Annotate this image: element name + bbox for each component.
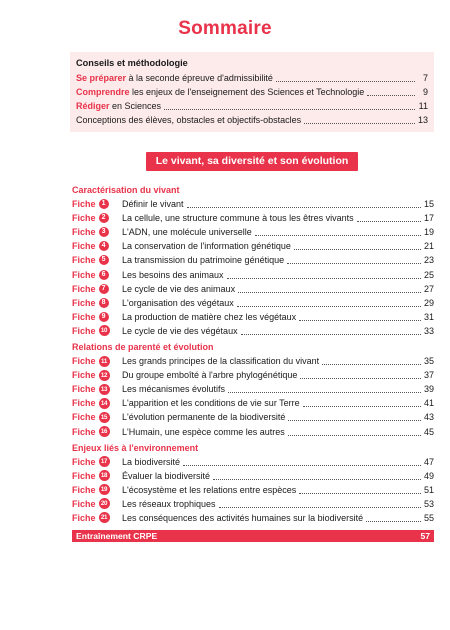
toc-entry[interactable]	[72, 424, 434, 438]
fiche-tag	[72, 211, 122, 225]
fiche-number-badge: 2	[99, 213, 109, 223]
page-number: 19	[423, 227, 434, 238]
toc-entry[interactable]	[72, 310, 434, 324]
methodology-list	[76, 71, 428, 127]
methodology-item[interactable]	[76, 85, 428, 99]
fiche-word: Fiche	[72, 241, 96, 252]
page-number: 7	[422, 73, 428, 83]
page-number: 41	[423, 398, 434, 409]
fiche-title: L'ADN, une molécule universelle	[122, 227, 252, 238]
methodology-item[interactable]	[76, 113, 428, 127]
toc-entry[interactable]	[72, 511, 434, 525]
fiche-number-badge: 19	[99, 484, 110, 495]
dot-leader	[213, 478, 421, 480]
dot-leader	[255, 234, 421, 236]
toc-entry[interactable]	[72, 253, 434, 267]
fiche-tag	[72, 197, 122, 211]
fiche-word: Fiche	[72, 311, 96, 322]
page-number: 17	[423, 213, 434, 224]
fiche-word: Fiche	[72, 484, 96, 495]
fiche-title: Les réseaux trophiques	[122, 498, 216, 509]
page-number: 39	[423, 384, 434, 395]
fiche-tag	[72, 483, 122, 497]
methodology-text: Conceptions des élèves, obstacles et objectifs-obstacles	[76, 115, 302, 125]
dot-leader	[300, 377, 421, 379]
fiche-number-badge: 1	[99, 199, 109, 209]
fiche-tag	[72, 253, 122, 267]
section-heading: Relations de parenté et évolution	[72, 341, 214, 352]
fiche-word: Fiche	[72, 356, 96, 367]
fiche-tag	[72, 324, 122, 338]
fiche-number-badge: 16	[99, 426, 110, 437]
fiche-tag	[72, 511, 122, 525]
fiche-number-badge: 7	[99, 284, 109, 294]
page-number: 55	[423, 512, 434, 523]
fiche-word: Fiche	[72, 255, 96, 266]
fiche-number-badge: 4	[99, 241, 109, 251]
toc-entry[interactable]	[72, 211, 434, 225]
dot-leader	[299, 492, 421, 494]
training-label: Entraînement CRPE	[76, 531, 158, 541]
contents-sections	[72, 181, 434, 525]
methodology-item-label	[76, 113, 301, 127]
methodology-item-label	[76, 99, 161, 113]
section-heading: Enjeux liés à l'environnement	[72, 442, 199, 453]
fiche-title: L'apparition et les conditions de vie sur Terre	[122, 398, 300, 409]
methodology-item-label	[76, 85, 364, 99]
fiche-title: Les mécanismes évolutifs	[122, 384, 226, 395]
fiche-number-badge: 15	[99, 412, 110, 423]
dot-leader	[219, 506, 421, 508]
fiche-title: La transmission du patrimoine génétique	[122, 255, 285, 266]
methodology-box	[70, 52, 434, 132]
fiche-title: Le cycle de vie des animaux	[122, 283, 236, 294]
fiche-title: La biodiversité	[122, 456, 181, 467]
fiche-title: Évaluer la biodiversité	[122, 470, 211, 481]
fiche-title: L'Humain, une espèce comme les autres	[122, 426, 285, 437]
toc-entry[interactable]	[72, 239, 434, 253]
toc-entry[interactable]	[72, 396, 434, 410]
fiche-number-badge: 20	[99, 498, 110, 509]
dot-leader	[294, 248, 421, 250]
toc-entry[interactable]	[72, 410, 434, 424]
toc-entry[interactable]	[72, 455, 434, 469]
fiche-number-badge: 5	[99, 255, 109, 265]
fiche-number-badge: 21	[99, 512, 110, 523]
dot-leader	[241, 333, 421, 335]
fiche-tag	[72, 225, 122, 239]
fiche-number-badge: 14	[99, 398, 110, 409]
dot-leader	[288, 419, 421, 421]
dot-leader	[228, 391, 421, 393]
toc-entry[interactable]	[72, 469, 434, 483]
toc-entry[interactable]	[72, 382, 434, 396]
toc-entry[interactable]	[72, 497, 434, 511]
page-number: 11	[418, 101, 428, 111]
methodology-text: en Sciences	[109, 101, 162, 111]
fiche-tag	[72, 455, 122, 469]
fiche-number-badge: 6	[99, 270, 109, 280]
training-page: 57	[420, 531, 430, 541]
fiche-title: L'organisation des végétaux	[122, 297, 234, 308]
dot-leader	[183, 464, 421, 466]
fiche-tag	[72, 310, 122, 324]
fiche-tag	[72, 425, 122, 439]
dot-leader	[288, 434, 421, 436]
page-number: 33	[423, 325, 434, 336]
page-number: 23	[423, 255, 434, 266]
toc-entry[interactable]	[72, 483, 434, 497]
dot-leader	[238, 291, 421, 293]
methodology-text: les enjeux de l'enseignement des Sciences et Technologie	[129, 87, 365, 97]
fiche-tag	[72, 396, 122, 410]
dot-leader	[366, 520, 421, 522]
fiche-tag	[72, 354, 122, 368]
fiche-number-badge: 9	[99, 312, 109, 322]
chapter-banner: Le vivant, sa diversité et son évolution	[146, 152, 358, 171]
toc-entry[interactable]	[72, 324, 434, 338]
fiche-word: Fiche	[72, 199, 96, 210]
page-number: 53	[423, 498, 434, 509]
page-number: 27	[423, 283, 434, 294]
fiche-number-badge: 17	[99, 456, 110, 467]
fiche-number-badge: 12	[99, 370, 110, 381]
fiche-tag	[72, 469, 122, 483]
dot-leader	[287, 262, 421, 264]
page-number: 25	[423, 269, 434, 280]
fiche-number-badge: 3	[99, 227, 109, 237]
fiche-word: Fiche	[72, 384, 96, 395]
dot-leader	[276, 80, 415, 82]
fiche-title: La production de matière chez les végétaux	[122, 311, 297, 322]
fiche-title: Du groupe emboîté à l'arbre phylogénétique	[122, 370, 298, 381]
fiche-tag	[72, 497, 122, 511]
methodology-keyword: Rédiger	[76, 101, 110, 111]
fiche-number-badge: 10	[99, 325, 110, 336]
dot-leader	[299, 319, 421, 321]
page-number: 29	[423, 297, 434, 308]
page-number: 43	[423, 412, 434, 423]
toc-entry[interactable]	[72, 197, 434, 211]
fiche-word: Fiche	[72, 470, 96, 481]
page-number: 9	[422, 87, 428, 97]
fiche-title: L'écosystème et les relations entre espèces	[122, 484, 297, 495]
fiche-word: Fiche	[72, 370, 96, 381]
toc-entry[interactable]	[72, 368, 434, 382]
fiche-number-badge: 13	[99, 384, 110, 395]
dot-leader	[367, 94, 415, 96]
fiche-title: Les besoins des animaux	[122, 269, 224, 280]
methodology-text: à la seconde épreuve d'admissibilité	[126, 73, 273, 83]
fiche-title: La cellule, une structure commune à tous les êtres vivants	[122, 213, 354, 224]
page-number: 51	[423, 484, 434, 495]
dot-leader	[227, 277, 421, 279]
dot-leader	[322, 363, 421, 365]
methodology-item[interactable]	[76, 71, 428, 85]
fiche-number-badge: 18	[99, 470, 110, 481]
fiche-word: Fiche	[72, 512, 96, 523]
page-number: 45	[423, 426, 434, 437]
page-number: 37	[423, 370, 434, 381]
toc-entry[interactable]	[72, 225, 434, 239]
fiche-title: Les grands principes de la classification du vivant	[122, 356, 320, 367]
dot-leader	[303, 405, 421, 407]
fiche-word: Fiche	[72, 297, 96, 308]
fiche-title: Définir le vivant	[122, 199, 184, 210]
page-number: 21	[423, 241, 434, 252]
fiche-word: Fiche	[72, 213, 96, 224]
page-number: 15	[423, 199, 434, 210]
fiche-word: Fiche	[72, 283, 96, 294]
section-heading: Caractérisation du vivant	[72, 185, 180, 195]
toc-entry[interactable]	[72, 296, 434, 310]
fiche-word: Fiche	[72, 456, 96, 467]
fiche-word: Fiche	[72, 498, 96, 509]
fiche-number-badge: 11	[99, 356, 110, 367]
page-number: 13	[417, 115, 428, 125]
fiche-tag	[72, 239, 122, 253]
methodology-keyword: Se préparer	[76, 73, 127, 83]
fiche-tag	[72, 382, 122, 396]
dot-leader	[237, 305, 421, 307]
methodology-keyword: Comprendre	[76, 87, 130, 97]
fiche-word: Fiche	[72, 412, 96, 423]
fiche-word: Fiche	[72, 426, 96, 437]
fiche-tag	[72, 282, 122, 296]
page-number: 35	[423, 356, 434, 367]
methodology-item-label	[76, 71, 273, 85]
fiche-word: Fiche	[72, 269, 96, 280]
training-entry[interactable]	[72, 530, 434, 542]
dot-leader	[357, 220, 421, 222]
dot-leader	[187, 206, 421, 208]
fiche-tag	[72, 410, 122, 424]
fiche-tag	[72, 296, 122, 310]
fiche-word: Fiche	[72, 227, 96, 238]
fiche-tag	[72, 368, 122, 382]
fiche-title: Les conséquences des activités humaines sur la biodiversité	[122, 512, 364, 523]
fiche-tag	[72, 268, 122, 282]
fiche-number-badge: 8	[99, 298, 109, 308]
dot-leader	[164, 108, 415, 110]
fiche-title: La conservation de l'information génétique	[122, 241, 291, 252]
toc-entry[interactable]	[72, 282, 434, 296]
page-number: 31	[423, 311, 434, 322]
fiche-word: Fiche	[72, 398, 96, 409]
fiche-title: L'évolution permanente de la biodiversité	[122, 412, 286, 423]
methodology-heading: Conseils et méthodologie	[76, 58, 188, 68]
page-title: Sommaire	[178, 18, 272, 39]
page-number: 49	[423, 470, 434, 481]
fiche-word: Fiche	[72, 325, 96, 336]
fiche-title: Le cycle de vie des végétaux	[122, 325, 238, 336]
toc-entry[interactable]	[72, 267, 434, 281]
dot-leader	[304, 122, 415, 124]
methodology-item[interactable]	[76, 99, 428, 113]
page-number: 47	[423, 456, 434, 467]
toc-entry[interactable]	[72, 354, 434, 368]
